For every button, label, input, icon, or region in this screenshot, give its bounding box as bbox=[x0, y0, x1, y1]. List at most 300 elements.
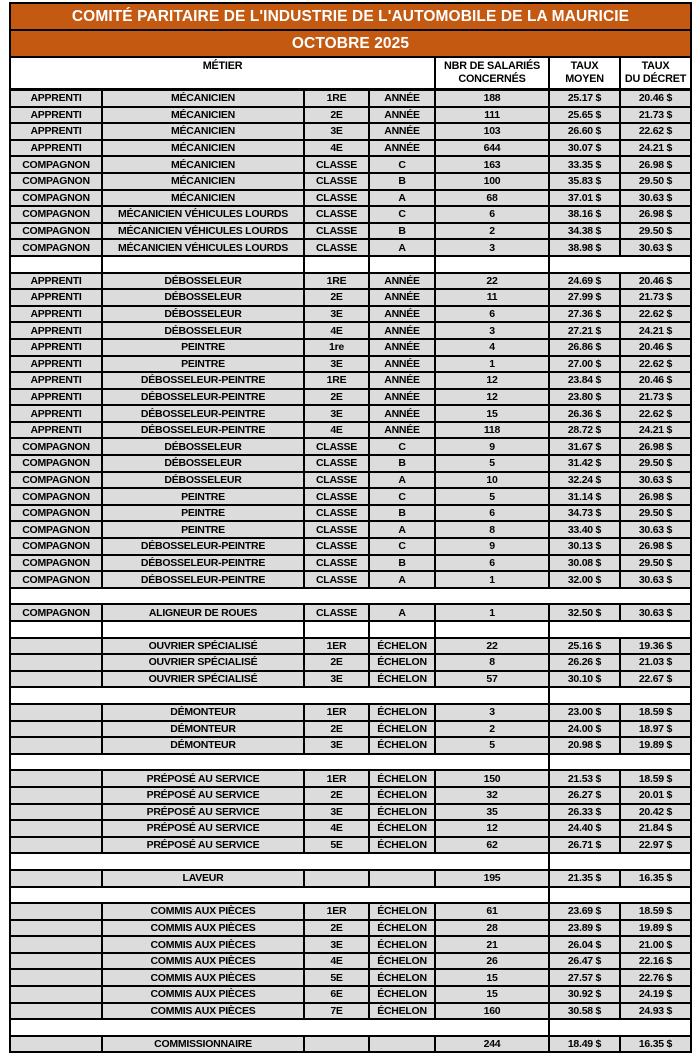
cell-decree-rate: 22.97 $ bbox=[621, 838, 690, 855]
cell-category bbox=[11, 954, 103, 971]
separator-row bbox=[621, 622, 690, 639]
cell-trade: DÉBOSSELEUR-PEINTRE bbox=[103, 572, 305, 589]
cell-level: 3E bbox=[305, 307, 370, 324]
cell-unit: ANNÉE bbox=[370, 124, 436, 141]
cell-employee-count: 15 bbox=[436, 406, 550, 423]
cell-trade: COMMIS AUX PIÈCES bbox=[103, 904, 305, 921]
cell-level: 5E bbox=[305, 970, 370, 987]
cell-category: APPRENTI bbox=[11, 108, 103, 125]
cell-avg-rate: 26.60 $ bbox=[550, 124, 621, 141]
cell-unit: ANNÉE bbox=[370, 290, 436, 307]
cell-unit: ANNÉE bbox=[370, 307, 436, 324]
cell-level: 4E bbox=[305, 141, 370, 158]
cell-avg-rate: 30.58 $ bbox=[550, 1004, 621, 1021]
cell-category bbox=[11, 937, 103, 954]
cell-trade: DÉMONTEUR bbox=[103, 705, 305, 722]
rate-table bbox=[9, 56, 692, 1053]
cell-unit: ANNÉE bbox=[370, 423, 436, 440]
cell-level: 5E bbox=[305, 838, 370, 855]
cell-decree-rate: 29.50 $ bbox=[621, 456, 690, 473]
cell-level: CLASSE bbox=[305, 207, 370, 224]
cell-category: APPRENTI bbox=[11, 340, 103, 357]
cell-employee-count: 12 bbox=[436, 373, 550, 390]
separator-row bbox=[436, 257, 550, 274]
column-header-avg-line2: MOYEN bbox=[565, 73, 604, 85]
cell-decree-rate: 19.89 $ bbox=[621, 921, 690, 938]
cell-avg-rate: 32.24 $ bbox=[550, 473, 621, 490]
cell-category: COMPAGNON bbox=[11, 522, 103, 539]
cell-decree-rate: 22.62 $ bbox=[621, 406, 690, 423]
cell-decree-rate: 30.63 $ bbox=[621, 473, 690, 490]
cell-level: 3E bbox=[305, 738, 370, 755]
cell-category: APPRENTI bbox=[11, 124, 103, 141]
cell-trade: ALIGNEUR DE ROUES bbox=[103, 605, 305, 622]
cell-category: APPRENTI bbox=[11, 141, 103, 158]
cell-avg-rate: 20.98 $ bbox=[550, 738, 621, 755]
cell-level: 1ER bbox=[305, 639, 370, 656]
cell-avg-rate: 33.40 $ bbox=[550, 522, 621, 539]
cell-category bbox=[11, 722, 103, 739]
cell-employee-count: 188 bbox=[436, 91, 550, 108]
cell-category: COMPAGNON bbox=[11, 539, 103, 556]
cell-trade: DÉBOSSELEUR bbox=[103, 274, 305, 291]
cell-decree-rate: 30.63 $ bbox=[621, 191, 690, 208]
cell-employee-count: 12 bbox=[436, 390, 550, 407]
cell-employee-count: 6 bbox=[436, 207, 550, 224]
cell-avg-rate: 23.84 $ bbox=[550, 373, 621, 390]
column-header-decree-line2: DU DÉCRET bbox=[624, 73, 687, 85]
cell-avg-rate: 33.35 $ bbox=[550, 157, 621, 174]
cell-trade: DÉBOSSELEUR bbox=[103, 439, 305, 456]
cell-avg-rate: 34.73 $ bbox=[550, 506, 621, 523]
separator-row bbox=[11, 1020, 550, 1037]
cell-level: 3E bbox=[305, 672, 370, 689]
cell-decree-rate: 20.46 $ bbox=[621, 340, 690, 357]
cell-unit: ANNÉE bbox=[370, 357, 436, 374]
separator-row bbox=[550, 1020, 690, 1037]
separator-row bbox=[550, 888, 690, 905]
cell-unit: ÉCHELON bbox=[370, 705, 436, 722]
cell-unit: ÉCHELON bbox=[370, 655, 436, 672]
cell-level: 4E bbox=[305, 954, 370, 971]
cell-unit: ÉCHELON bbox=[370, 954, 436, 971]
cell-category bbox=[11, 871, 103, 888]
separator-row bbox=[550, 755, 690, 772]
cell-trade: PRÉPOSÉ AU SERVICE bbox=[103, 771, 305, 788]
cell-decree-rate: 16.35 $ bbox=[621, 1037, 690, 1054]
cell-level: 1RE bbox=[305, 274, 370, 291]
cell-unit: B bbox=[370, 174, 436, 191]
cell-level: 2E bbox=[305, 655, 370, 672]
cell-unit: B bbox=[370, 456, 436, 473]
cell-avg-rate: 31.67 $ bbox=[550, 439, 621, 456]
cell-level: CLASSE bbox=[305, 539, 370, 556]
cell-unit: ÉCHELON bbox=[370, 838, 436, 855]
cell-unit: ANNÉE bbox=[370, 406, 436, 423]
cell-trade: DÉMONTEUR bbox=[103, 738, 305, 755]
cell-employee-count: 244 bbox=[436, 1037, 550, 1054]
cell-employee-count: 35 bbox=[436, 805, 550, 822]
cell-decree-rate: 18.59 $ bbox=[621, 705, 690, 722]
cell-unit: ANNÉE bbox=[370, 108, 436, 125]
cell-level: CLASSE bbox=[305, 506, 370, 523]
cell-unit: ÉCHELON bbox=[370, 738, 436, 755]
cell-employee-count: 1 bbox=[436, 572, 550, 589]
column-header-metier bbox=[11, 58, 436, 91]
cell-unit bbox=[370, 871, 436, 888]
cell-employee-count: 103 bbox=[436, 124, 550, 141]
cell-unit: ÉCHELON bbox=[370, 788, 436, 805]
cell-category: COMPAGNON bbox=[11, 157, 103, 174]
cell-unit: A bbox=[370, 605, 436, 622]
cell-avg-rate: 26.71 $ bbox=[550, 838, 621, 855]
cell-unit: A bbox=[370, 473, 436, 490]
cell-avg-rate: 27.36 $ bbox=[550, 307, 621, 324]
cell-avg-rate: 35.83 $ bbox=[550, 174, 621, 191]
cell-avg-rate: 37.01 $ bbox=[550, 191, 621, 208]
cell-employee-count: 4 bbox=[436, 340, 550, 357]
cell-category: COMPAGNON bbox=[11, 174, 103, 191]
cell-category: COMPAGNON bbox=[11, 456, 103, 473]
cell-category: APPRENTI bbox=[11, 323, 103, 340]
cell-decree-rate: 29.50 $ bbox=[621, 506, 690, 523]
cell-level: 3E bbox=[305, 357, 370, 374]
cell-decree-rate: 18.59 $ bbox=[621, 904, 690, 921]
separator-row bbox=[11, 688, 550, 705]
cell-category: APPRENTI bbox=[11, 91, 103, 108]
cell-category bbox=[11, 672, 103, 689]
cell-employee-count: 6 bbox=[436, 506, 550, 523]
cell-decree-rate: 22.76 $ bbox=[621, 970, 690, 987]
cell-avg-rate: 34.38 $ bbox=[550, 224, 621, 241]
cell-employee-count: 10 bbox=[436, 473, 550, 490]
cell-level: 6E bbox=[305, 987, 370, 1004]
cell-trade: MÉCANICIEN bbox=[103, 157, 305, 174]
cell-unit: ÉCHELON bbox=[370, 1004, 436, 1021]
cell-level: CLASSE bbox=[305, 456, 370, 473]
separator-row bbox=[550, 688, 690, 705]
cell-avg-rate: 23.89 $ bbox=[550, 921, 621, 938]
cell-employee-count: 3 bbox=[436, 240, 550, 257]
separator-row bbox=[103, 622, 305, 639]
cell-level: 4E bbox=[305, 323, 370, 340]
cell-avg-rate: 23.80 $ bbox=[550, 390, 621, 407]
cell-level: CLASSE bbox=[305, 473, 370, 490]
cell-avg-rate: 30.13 $ bbox=[550, 539, 621, 556]
cell-level: 1RE bbox=[305, 373, 370, 390]
cell-employee-count: 5 bbox=[436, 738, 550, 755]
cell-category bbox=[11, 970, 103, 987]
cell-employee-count: 2 bbox=[436, 224, 550, 241]
cell-avg-rate: 32.50 $ bbox=[550, 605, 621, 622]
cell-trade: DÉBOSSELEUR bbox=[103, 307, 305, 324]
separator-row bbox=[436, 622, 550, 639]
cell-unit: B bbox=[370, 556, 436, 573]
cell-trade: DÉBOSSELEUR-PEINTRE bbox=[103, 406, 305, 423]
cell-category: COMPAGNON bbox=[11, 506, 103, 523]
cell-level: CLASSE bbox=[305, 439, 370, 456]
cell-level bbox=[305, 871, 370, 888]
separator-row bbox=[550, 854, 690, 871]
cell-trade: PEINTRE bbox=[103, 489, 305, 506]
cell-employee-count: 6 bbox=[436, 556, 550, 573]
cell-decree-rate: 21.84 $ bbox=[621, 821, 690, 838]
cell-category bbox=[11, 838, 103, 855]
cell-employee-count: 57 bbox=[436, 672, 550, 689]
cell-decree-rate: 29.50 $ bbox=[621, 224, 690, 241]
cell-unit: B bbox=[370, 506, 436, 523]
column-header-avg-rate bbox=[550, 58, 621, 91]
cell-trade: COMMIS AUX PIÈCES bbox=[103, 970, 305, 987]
cell-level: 2E bbox=[305, 390, 370, 407]
cell-category bbox=[11, 821, 103, 838]
title-banner bbox=[9, 2, 692, 56]
cell-avg-rate: 26.36 $ bbox=[550, 406, 621, 423]
cell-employee-count: 22 bbox=[436, 274, 550, 291]
cell-decree-rate: 22.62 $ bbox=[621, 124, 690, 141]
cell-decree-rate: 24.21 $ bbox=[621, 141, 690, 158]
cell-decree-rate: 30.63 $ bbox=[621, 572, 690, 589]
cell-trade: DÉBOSSELEUR-PEINTRE bbox=[103, 423, 305, 440]
cell-trade: DÉBOSSELEUR bbox=[103, 456, 305, 473]
cell-decree-rate: 16.35 $ bbox=[621, 871, 690, 888]
cell-avg-rate: 24.69 $ bbox=[550, 274, 621, 291]
cell-level: 1ER bbox=[305, 771, 370, 788]
cell-employee-count: 100 bbox=[436, 174, 550, 191]
cell-level: 2E bbox=[305, 722, 370, 739]
cell-employee-count: 195 bbox=[436, 871, 550, 888]
cell-unit: ANNÉE bbox=[370, 373, 436, 390]
cell-avg-rate: 27.00 $ bbox=[550, 357, 621, 374]
cell-decree-rate: 18.59 $ bbox=[621, 771, 690, 788]
separator-row bbox=[103, 257, 305, 274]
cell-unit: ANNÉE bbox=[370, 141, 436, 158]
cell-avg-rate: 38.16 $ bbox=[550, 207, 621, 224]
cell-avg-rate: 26.33 $ bbox=[550, 805, 621, 822]
cell-category bbox=[11, 639, 103, 656]
separator-row bbox=[11, 622, 103, 639]
cell-avg-rate: 25.16 $ bbox=[550, 639, 621, 656]
cell-decree-rate: 26.98 $ bbox=[621, 207, 690, 224]
cell-decree-rate: 21.73 $ bbox=[621, 390, 690, 407]
separator-row bbox=[11, 257, 103, 274]
cell-decree-rate: 20.46 $ bbox=[621, 91, 690, 108]
cell-decree-rate: 30.63 $ bbox=[621, 522, 690, 539]
cell-employee-count: 3 bbox=[436, 323, 550, 340]
cell-trade: COMMIS AUX PIÈCES bbox=[103, 954, 305, 971]
cell-trade: DÉMONTEUR bbox=[103, 722, 305, 739]
cell-avg-rate: 32.00 $ bbox=[550, 572, 621, 589]
cell-unit: ÉCHELON bbox=[370, 771, 436, 788]
separator-row bbox=[370, 622, 436, 639]
cell-unit: ÉCHELON bbox=[370, 987, 436, 1004]
cell-unit: ÉCHELON bbox=[370, 639, 436, 656]
cell-decree-rate: 26.98 $ bbox=[621, 489, 690, 506]
cell-avg-rate: 27.57 $ bbox=[550, 970, 621, 987]
cell-avg-rate: 23.00 $ bbox=[550, 705, 621, 722]
cell-employee-count: 11 bbox=[436, 290, 550, 307]
cell-trade: OUVRIER SPÉCIALISÉ bbox=[103, 672, 305, 689]
cell-decree-rate: 30.63 $ bbox=[621, 605, 690, 622]
cell-trade: MÉCANICIEN VÉHICULES LOURDS bbox=[103, 240, 305, 257]
cell-avg-rate: 30.10 $ bbox=[550, 672, 621, 689]
cell-employee-count: 111 bbox=[436, 108, 550, 125]
cell-trade: MÉCANICIEN VÉHICULES LOURDS bbox=[103, 224, 305, 241]
cell-level: CLASSE bbox=[305, 605, 370, 622]
cell-avg-rate: 24.40 $ bbox=[550, 821, 621, 838]
cell-trade: MÉCANICIEN bbox=[103, 174, 305, 191]
column-header-employees-line1: NBR DE SALARIÉS bbox=[444, 60, 540, 72]
cell-category bbox=[11, 705, 103, 722]
cell-avg-rate: 30.07 $ bbox=[550, 141, 621, 158]
cell-employee-count: 3 bbox=[436, 705, 550, 722]
page-subtitle: OCTOBRE 2025 bbox=[11, 31, 690, 56]
cell-employee-count: 32 bbox=[436, 788, 550, 805]
cell-unit: ÉCHELON bbox=[370, 937, 436, 954]
cell-avg-rate: 24.00 $ bbox=[550, 722, 621, 739]
cell-employee-count: 26 bbox=[436, 954, 550, 971]
cell-level: 1RE bbox=[305, 91, 370, 108]
cell-avg-rate: 27.21 $ bbox=[550, 323, 621, 340]
cell-unit: A bbox=[370, 522, 436, 539]
cell-level: 3E bbox=[305, 937, 370, 954]
cell-level: 4E bbox=[305, 821, 370, 838]
cell-employee-count: 22 bbox=[436, 639, 550, 656]
cell-avg-rate: 30.08 $ bbox=[550, 556, 621, 573]
cell-trade: PEINTRE bbox=[103, 506, 305, 523]
cell-employee-count: 9 bbox=[436, 439, 550, 456]
cell-level: 2E bbox=[305, 921, 370, 938]
cell-decree-rate: 22.16 $ bbox=[621, 954, 690, 971]
cell-decree-rate: 22.67 $ bbox=[621, 672, 690, 689]
cell-category: COMPAGNON bbox=[11, 207, 103, 224]
cell-decree-rate: 20.42 $ bbox=[621, 805, 690, 822]
cell-trade: MÉCANICIEN bbox=[103, 108, 305, 125]
cell-unit: ÉCHELON bbox=[370, 904, 436, 921]
cell-level: 2E bbox=[305, 788, 370, 805]
cell-decree-rate: 26.98 $ bbox=[621, 439, 690, 456]
column-header-decree-line1: TAUX bbox=[641, 60, 670, 72]
cell-decree-rate: 18.97 $ bbox=[621, 722, 690, 739]
cell-level: 7E bbox=[305, 1004, 370, 1021]
cell-level: CLASSE bbox=[305, 572, 370, 589]
separator-row bbox=[621, 257, 690, 274]
cell-unit: ÉCHELON bbox=[370, 722, 436, 739]
cell-unit: ÉCHELON bbox=[370, 921, 436, 938]
cell-category: COMPAGNON bbox=[11, 473, 103, 490]
cell-trade: OUVRIER SPÉCIALISÉ bbox=[103, 639, 305, 656]
separator-row bbox=[11, 888, 550, 905]
cell-trade: PEINTRE bbox=[103, 522, 305, 539]
cell-trade: COMMIS AUX PIÈCES bbox=[103, 987, 305, 1004]
cell-unit: ÉCHELON bbox=[370, 805, 436, 822]
cell-level: CLASSE bbox=[305, 240, 370, 257]
cell-avg-rate: 26.04 $ bbox=[550, 937, 621, 954]
cell-category: COMPAGNON bbox=[11, 191, 103, 208]
column-header-employees-line2: CONCERNÉS bbox=[458, 73, 526, 85]
cell-employee-count: 6 bbox=[436, 307, 550, 324]
cell-level: CLASSE bbox=[305, 522, 370, 539]
cell-unit: ANNÉE bbox=[370, 340, 436, 357]
cell-category: APPRENTI bbox=[11, 357, 103, 374]
cell-unit: ANNÉE bbox=[370, 323, 436, 340]
cell-unit: A bbox=[370, 572, 436, 589]
separator-row bbox=[11, 854, 550, 871]
cell-unit: C bbox=[370, 439, 436, 456]
cell-trade: LAVEUR bbox=[103, 871, 305, 888]
cell-trade: DÉBOSSELEUR-PEINTRE bbox=[103, 390, 305, 407]
cell-employee-count: 163 bbox=[436, 157, 550, 174]
cell-trade: DÉBOSSELEUR-PEINTRE bbox=[103, 556, 305, 573]
cell-category: COMPAGNON bbox=[11, 489, 103, 506]
cell-level: 3E bbox=[305, 124, 370, 141]
cell-decree-rate: 19.36 $ bbox=[621, 639, 690, 656]
cell-level: CLASSE bbox=[305, 489, 370, 506]
cell-decree-rate: 20.46 $ bbox=[621, 373, 690, 390]
separator-row bbox=[305, 257, 370, 274]
cell-trade: MÉCANICIEN bbox=[103, 91, 305, 108]
cell-employee-count: 12 bbox=[436, 821, 550, 838]
cell-employee-count: 118 bbox=[436, 423, 550, 440]
cell-level: 3E bbox=[305, 406, 370, 423]
cell-decree-rate: 30.63 $ bbox=[621, 240, 690, 257]
cell-category: APPRENTI bbox=[11, 373, 103, 390]
cell-decree-rate: 29.50 $ bbox=[621, 556, 690, 573]
cell-decree-rate: 22.62 $ bbox=[621, 357, 690, 374]
cell-level: CLASSE bbox=[305, 157, 370, 174]
separator-row bbox=[11, 589, 690, 606]
cell-category bbox=[11, 1037, 103, 1054]
cell-avg-rate: 21.35 $ bbox=[550, 871, 621, 888]
cell-category bbox=[11, 788, 103, 805]
cell-unit: ANNÉE bbox=[370, 274, 436, 291]
cell-level: 3E bbox=[305, 805, 370, 822]
cell-employee-count: 8 bbox=[436, 655, 550, 672]
cell-trade: PRÉPOSÉ AU SERVICE bbox=[103, 821, 305, 838]
cell-avg-rate: 21.53 $ bbox=[550, 771, 621, 788]
cell-category: APPRENTI bbox=[11, 290, 103, 307]
cell-category: APPRENTI bbox=[11, 274, 103, 291]
cell-decree-rate: 24.19 $ bbox=[621, 987, 690, 1004]
cell-level: 4E bbox=[305, 423, 370, 440]
cell-trade: PRÉPOSÉ AU SERVICE bbox=[103, 838, 305, 855]
cell-employee-count: 8 bbox=[436, 522, 550, 539]
page-title: COMITÉ PARITAIRE DE L'INDUSTRIE DE L'AUTOMOBILE DE LA MAURICIE bbox=[11, 4, 690, 31]
cell-avg-rate: 26.47 $ bbox=[550, 954, 621, 971]
cell-unit: ANNÉE bbox=[370, 91, 436, 108]
cell-level: 1ER bbox=[305, 904, 370, 921]
cell-category bbox=[11, 1004, 103, 1021]
cell-decree-rate: 26.98 $ bbox=[621, 157, 690, 174]
cell-decree-rate: 29.50 $ bbox=[621, 174, 690, 191]
cell-decree-rate: 21.73 $ bbox=[621, 108, 690, 125]
cell-trade: OUVRIER SPÉCIALISÉ bbox=[103, 655, 305, 672]
cell-category: APPRENTI bbox=[11, 390, 103, 407]
cell-unit: ÉCHELON bbox=[370, 970, 436, 987]
cell-unit: C bbox=[370, 489, 436, 506]
cell-employee-count: 1 bbox=[436, 357, 550, 374]
cell-employee-count: 15 bbox=[436, 987, 550, 1004]
cell-category: COMPAGNON bbox=[11, 439, 103, 456]
cell-category: COMPAGNON bbox=[11, 556, 103, 573]
cell-decree-rate: 24.21 $ bbox=[621, 323, 690, 340]
cell-employee-count: 160 bbox=[436, 1004, 550, 1021]
cell-trade: PEINTRE bbox=[103, 357, 305, 374]
cell-level: 2E bbox=[305, 290, 370, 307]
column-header-avg-line1: TAUX bbox=[570, 60, 599, 72]
cell-category: COMPAGNON bbox=[11, 605, 103, 622]
cell-trade: MÉCANICIEN bbox=[103, 141, 305, 158]
